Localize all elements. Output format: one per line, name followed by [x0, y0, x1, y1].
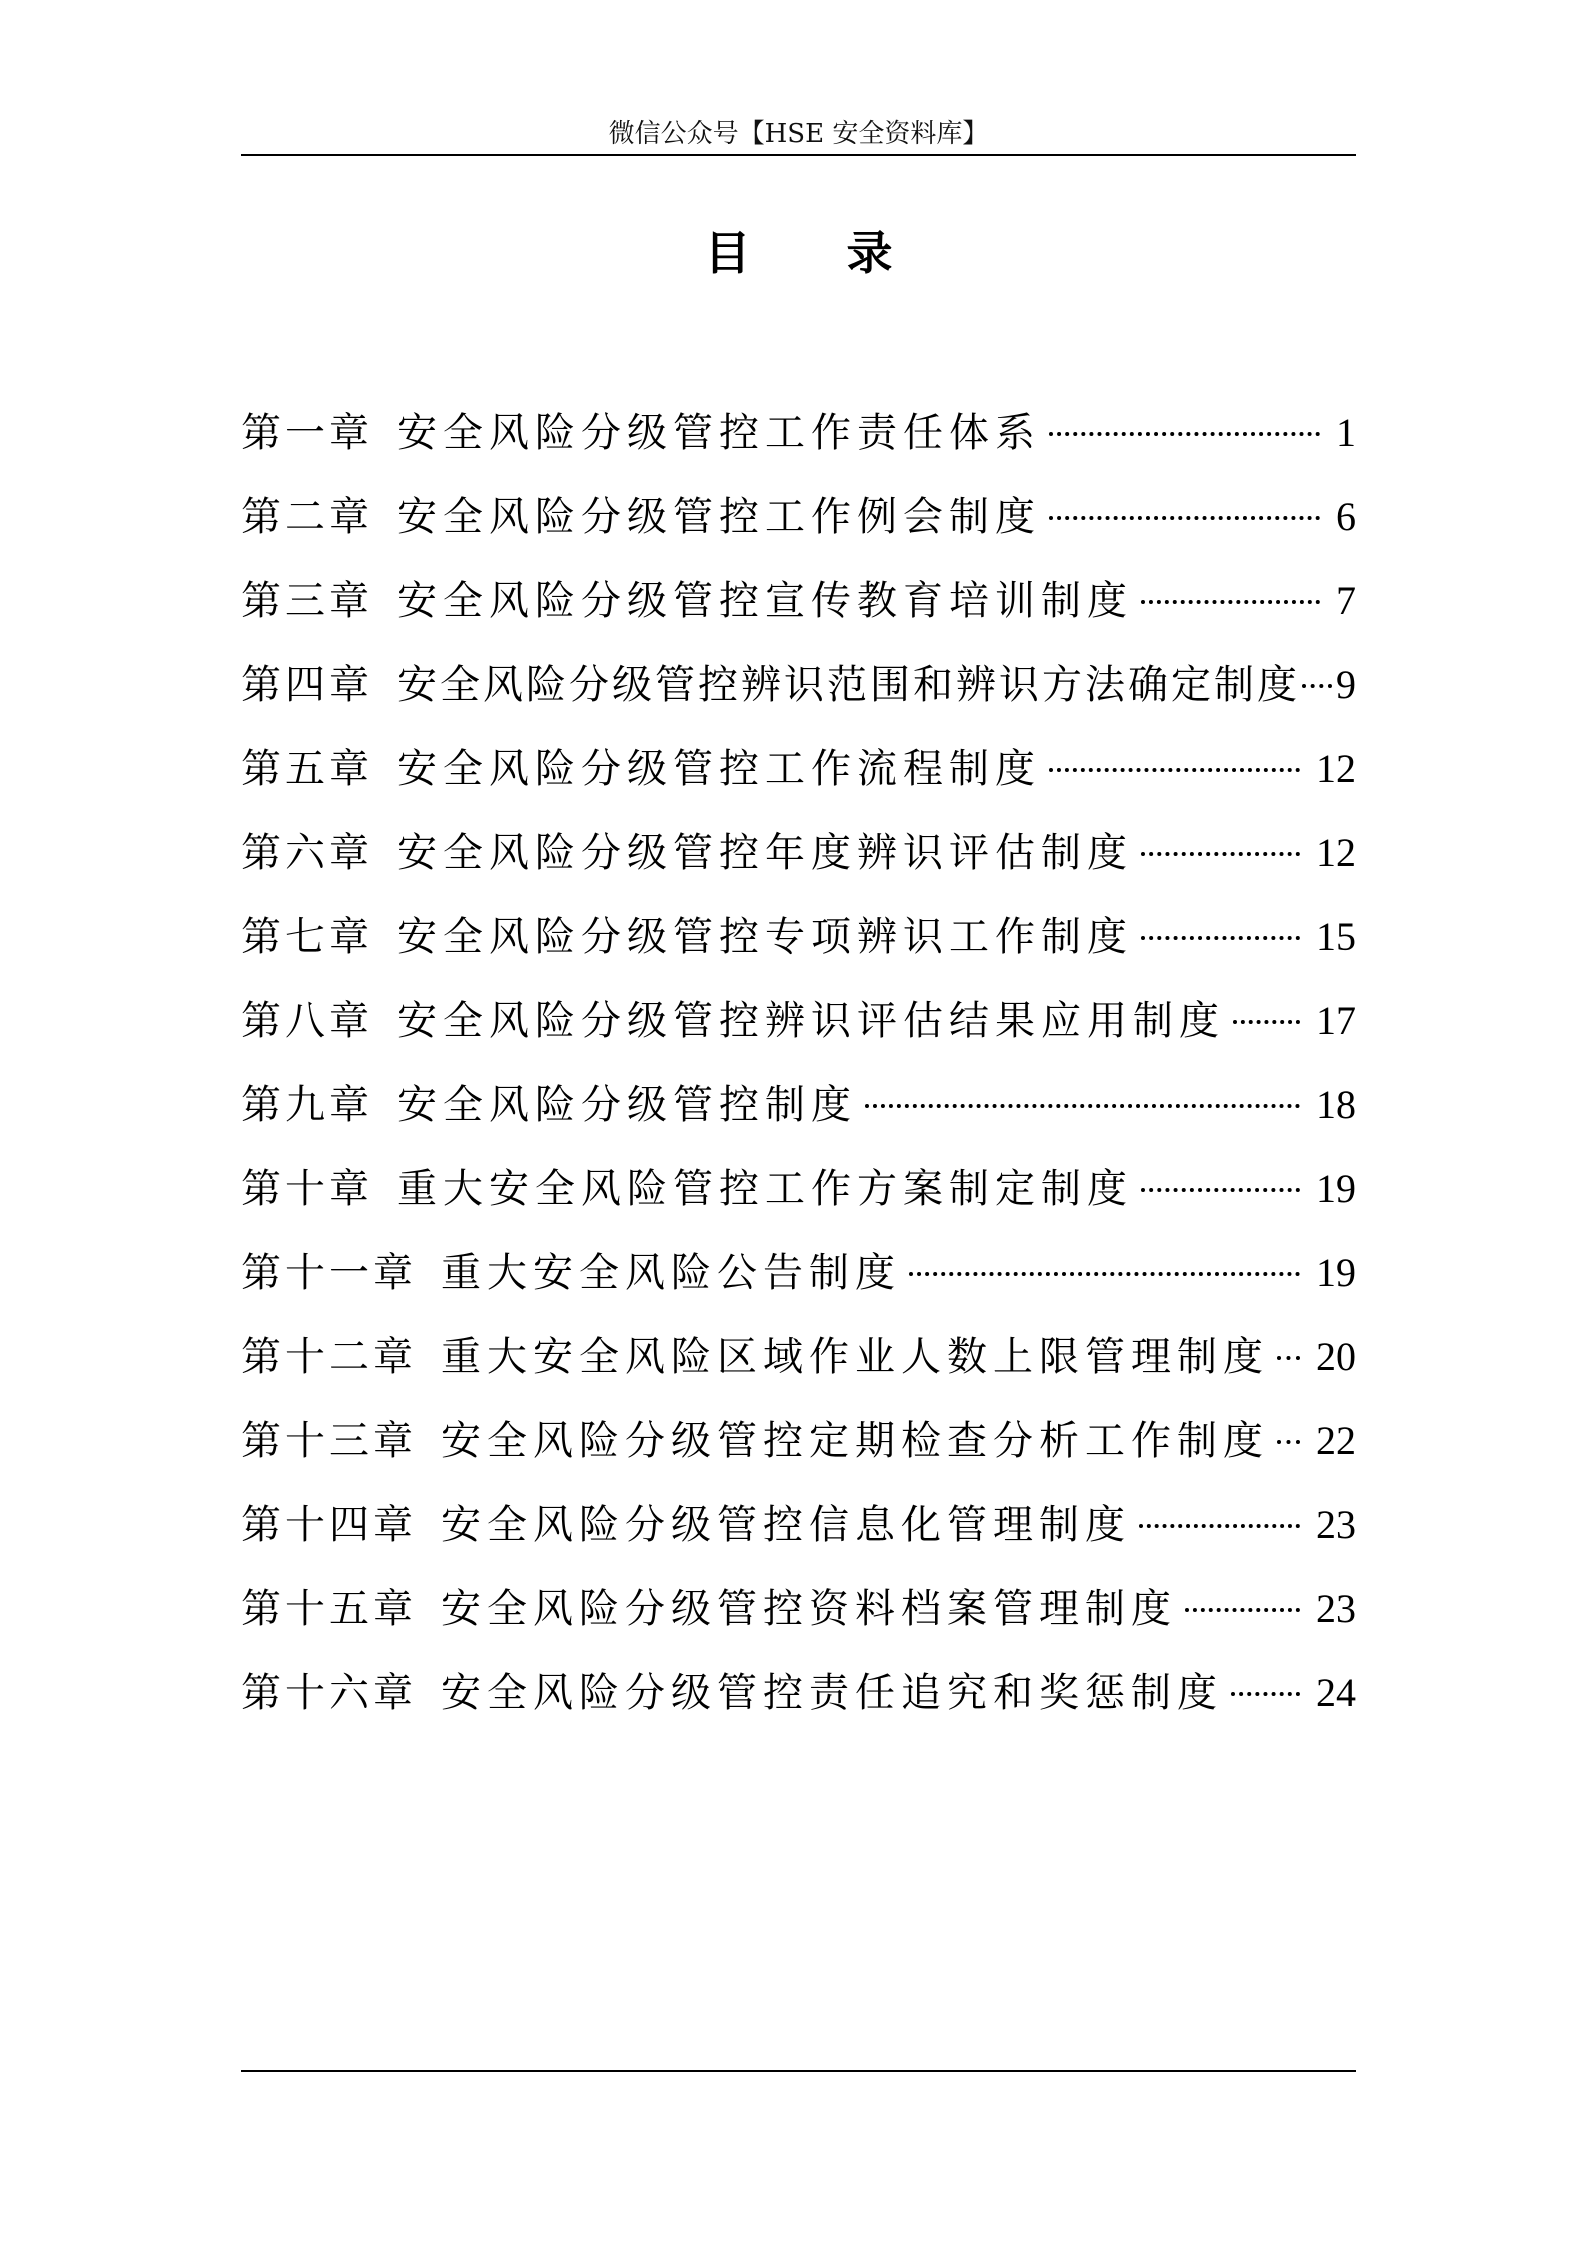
toc-page-number: 12 — [1316, 830, 1356, 875]
toc-chapter-label: 第十五章 — [241, 1586, 417, 1632]
toc-entry-title: 安全风险分级管控责任追究和奖惩制度 — [441, 1670, 1223, 1716]
toc-page-number: 20 — [1316, 1334, 1356, 1379]
toc-entry[interactable] — [241, 487, 1356, 571]
toc-dot-leader — [1277, 1440, 1300, 1444]
toc-dot-leader — [1233, 1020, 1300, 1024]
toc-chapter-label: 第一章 — [241, 410, 373, 456]
toc-entry-title: 安全风险分级管控制度 — [397, 1082, 857, 1128]
toc-page-number: 19 — [1316, 1250, 1356, 1295]
toc-dot-leader — [1141, 600, 1320, 604]
toc-entry[interactable] — [241, 1411, 1356, 1495]
toc-chapter-label: 第五章 — [241, 746, 373, 792]
toc-entry-title: 安全风险分级管控工作流程制度 — [397, 746, 1041, 792]
toc-entry[interactable] — [241, 739, 1356, 823]
toc-entry-title: 安全风险分级管控工作例会制度 — [397, 494, 1041, 540]
toc-dot-leader — [1141, 852, 1300, 856]
toc-entry[interactable] — [241, 655, 1356, 739]
toc-entry[interactable] — [241, 1159, 1356, 1243]
toc-page-number: 9 — [1336, 662, 1356, 707]
toc-entry[interactable] — [241, 1243, 1356, 1327]
toc-entry[interactable] — [241, 403, 1356, 487]
toc-chapter-label: 第十四章 — [241, 1502, 417, 1548]
toc-chapter-label: 第十一章 — [241, 1250, 417, 1296]
toc-entry[interactable] — [241, 571, 1356, 655]
toc-page-number: 12 — [1316, 746, 1356, 791]
toc-entry[interactable] — [241, 1327, 1356, 1411]
table-of-contents — [241, 403, 1356, 1747]
toc-dot-leader — [1302, 684, 1332, 688]
toc-dot-leader — [1141, 936, 1300, 940]
toc-chapter-label: 第十三章 — [241, 1418, 417, 1464]
toc-page-number: 24 — [1316, 1670, 1356, 1715]
toc-entry-title: 重大安全风险管控工作方案制定制度 — [397, 1166, 1133, 1212]
toc-entry[interactable] — [241, 991, 1356, 1075]
toc-entry[interactable] — [241, 1075, 1356, 1159]
toc-entry-title: 安全风险分级管控专项辨识工作制度 — [397, 914, 1133, 960]
toc-entry-title: 安全风险分级管控工作责任体系 — [397, 410, 1041, 456]
page-header: 微信公众号【HSE 安全资料库】 — [608, 119, 989, 149]
toc-dot-leader — [1139, 1524, 1300, 1528]
toc-page-number: 17 — [1316, 998, 1356, 1043]
toc-dot-leader — [1049, 768, 1300, 772]
toc-chapter-label: 第六章 — [241, 830, 373, 876]
toc-entry[interactable] — [241, 823, 1356, 907]
toc-chapter-label: 第七章 — [241, 914, 373, 960]
toc-entry-title: 重大安全风险公告制度 — [441, 1250, 901, 1296]
toc-dot-leader — [1231, 1692, 1300, 1696]
footer-rule — [241, 2070, 1356, 2072]
toc-chapter-label: 第九章 — [241, 1082, 373, 1128]
toc-chapter-label: 第二章 — [241, 494, 373, 540]
toc-page-number: 19 — [1316, 1166, 1356, 1211]
toc-chapter-label: 第三章 — [241, 578, 373, 624]
toc-dot-leader — [865, 1104, 1300, 1108]
toc-chapter-label: 第十六章 — [241, 1670, 417, 1716]
header-rule — [241, 154, 1356, 156]
toc-page-number: 23 — [1316, 1586, 1356, 1631]
toc-entry-title: 安全风险分级管控定期检查分析工作制度 — [441, 1418, 1269, 1464]
toc-page-number: 18 — [1316, 1082, 1356, 1127]
toc-entry[interactable] — [241, 1663, 1356, 1747]
toc-dot-leader — [1049, 432, 1320, 436]
toc-entry-title: 安全风险分级管控资料档案管理制度 — [441, 1586, 1177, 1632]
toc-dot-leader — [909, 1272, 1300, 1276]
toc-page-number: 6 — [1336, 494, 1356, 539]
toc-dot-leader — [1277, 1356, 1300, 1360]
toc-page-number: 7 — [1336, 578, 1356, 623]
toc-chapter-label: 第十二章 — [241, 1334, 417, 1380]
toc-page-number: 15 — [1316, 914, 1356, 959]
toc-chapter-label: 第八章 — [241, 998, 373, 1044]
toc-chapter-label: 第四章 — [241, 662, 373, 708]
toc-title: 目 录 — [704, 226, 933, 280]
toc-entry[interactable] — [241, 1495, 1356, 1579]
toc-entry-title: 安全风险分级管控年度辨识评估制度 — [397, 830, 1133, 876]
toc-dot-leader — [1141, 1188, 1300, 1192]
toc-page-number: 1 — [1336, 410, 1356, 455]
toc-entry-title: 安全风险分级管控辨识范围和辨识方法确定制度 — [397, 662, 1300, 708]
toc-entry-title: 安全风险分级管控辨识评估结果应用制度 — [397, 998, 1225, 1044]
toc-entry[interactable] — [241, 1579, 1356, 1663]
toc-dot-leader — [1049, 516, 1320, 520]
toc-entry-title: 安全风险分级管控信息化管理制度 — [441, 1502, 1131, 1548]
toc-entry-title: 安全风险分级管控宣传教育培训制度 — [397, 578, 1133, 624]
toc-page-number: 22 — [1316, 1418, 1356, 1463]
toc-dot-leader — [1185, 1608, 1300, 1612]
toc-entry-title: 重大安全风险区域作业人数上限管理制度 — [441, 1334, 1269, 1380]
toc-chapter-label: 第十章 — [241, 1166, 373, 1212]
toc-page-number: 23 — [1316, 1502, 1356, 1547]
toc-entry[interactable] — [241, 907, 1356, 991]
